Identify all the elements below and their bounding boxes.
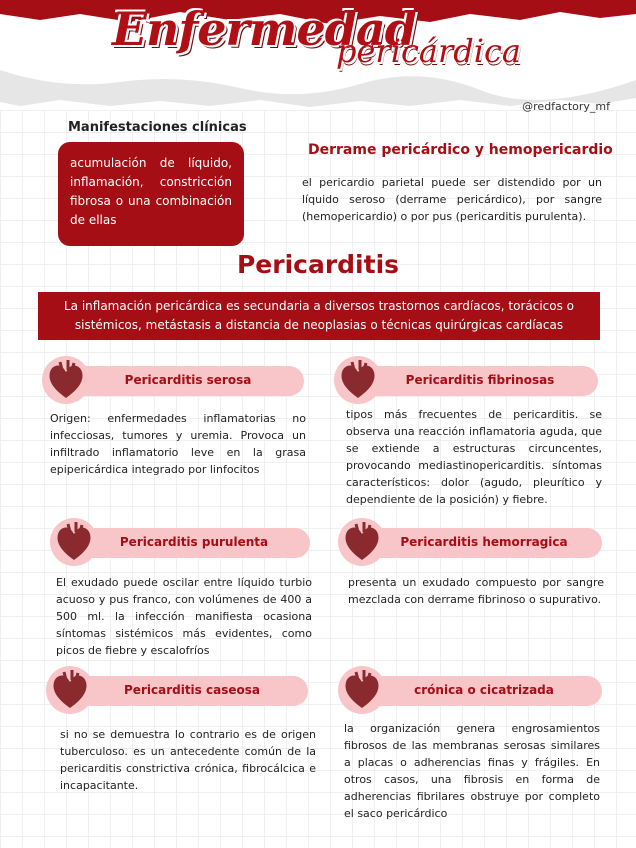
card-purulenta-header xyxy=(78,528,310,558)
card-caseosa-header xyxy=(76,676,308,706)
pericarditis-banner-text: La inflamación pericárdica es secundaria a diversos trastornos cardíacos, torácicos o sistémicos, metástasis a distancia de neoplasias o técnicas quirúrgicas cardíacas xyxy=(63,299,575,332)
heart-icon xyxy=(338,666,386,714)
card-hemorragica-header xyxy=(366,528,602,558)
heart-icon xyxy=(46,666,94,714)
heart-icon xyxy=(50,518,98,566)
card-cronica-header xyxy=(366,676,602,706)
heart-icon xyxy=(338,518,386,566)
card-hemorragica-text: presenta un exudado compuesto por sangre mezclada con derrame fibrinoso o supurativo. xyxy=(348,576,604,606)
derrame-text: el pericardio parietal puede ser distendido por un líquido seroso (derrame pericárdico), por sangre (hemopericardio) o por pus (pericarditis purulenta). xyxy=(302,176,602,223)
manifestaciones-text: acumulación de líquido, inflamación, constricción fibrosa o una combinación de ellas xyxy=(70,156,232,227)
card-serosa-header xyxy=(72,366,304,396)
derrame-title: Derrame pericárdico y hemopericardio xyxy=(308,142,613,158)
card-caseosa-title: Pericarditis caseosa xyxy=(124,683,260,697)
page-title: Enfermedad xyxy=(112,2,416,56)
pericarditis-banner xyxy=(38,292,600,340)
heart-icon xyxy=(334,356,382,404)
card-hemorragica-title: Pericarditis hemorragica xyxy=(400,535,568,549)
card-purulenta-title: Pericarditis purulenta xyxy=(119,535,269,549)
card-fibrinosas-text: tipos más frecuentes de pericarditis. se observa una reacción inflamatoria aguda, que se extiende a estructuras circuncentes, provocando mediastinopericarditis. síntomas característicos: dolor (agudo, pleurítico y dependiente de la posición) y fiebre. xyxy=(346,408,602,506)
heart-icon xyxy=(42,356,90,404)
card-serosa-title: Pericarditis serosa xyxy=(124,373,252,387)
page-subtitle: pericárdica xyxy=(336,32,521,70)
author-handle: @redfactory_mf xyxy=(522,100,610,113)
card-cronica-text: la organización genera engrosamientos fibrosos de las membranas serosas similares a placas o adherencias finas y frágiles. En otros casos, una fibrosis en forma de adherencias fibrilares obstruye por completo el saco pericárdico xyxy=(344,722,600,820)
card-serosa-text: Origen: enfermedades inflamatorias no infecciosas, tumores y uremia. Provoca un infiltrado inflamatorio leve en la grasa epipericárdica integrado por linfocitos xyxy=(50,412,306,476)
manifestaciones-title: Manifestaciones clínicas xyxy=(68,120,247,135)
card-fibrinosas-title: Pericarditis fibrinosas xyxy=(405,373,555,387)
manifestaciones-box xyxy=(58,142,244,246)
header-banner xyxy=(0,0,636,110)
card-purulenta-text: El exudado puede oscilar entre líquido turbio acuoso y pus franco, con volúmenes de 400 a 500 ml. la infección manifiesta ocasiona síntomas sistémicos más evidentes, como picos de fiebre y escalofríos xyxy=(56,576,312,657)
card-cronica-title: crónica o cicatrizada xyxy=(414,683,554,697)
pericarditis-title: Pericarditis xyxy=(236,250,400,279)
card-caseosa-text: si no se demuestra lo contrario es de origen tuberculoso. es un antecedente común de la pericarditis constrictiva crónica, fibrocálcica e incapacitante. xyxy=(60,728,316,792)
card-fibrinosas-header xyxy=(362,366,598,396)
